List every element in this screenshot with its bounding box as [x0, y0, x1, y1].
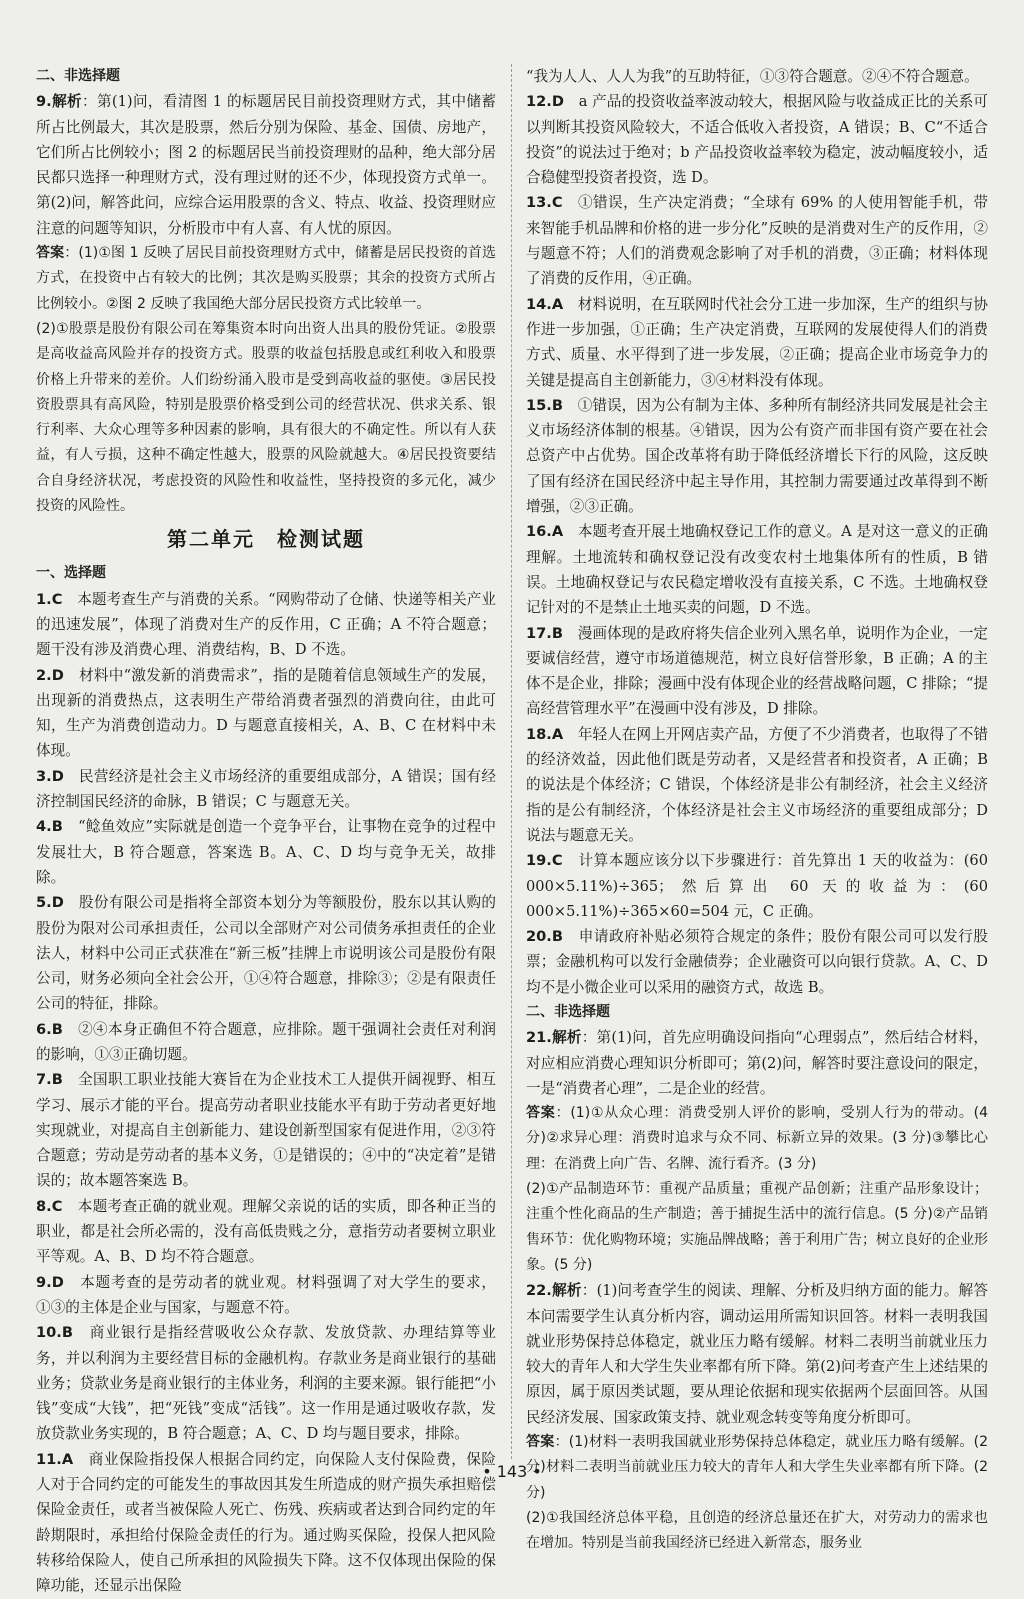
answer-item: 16.A 本题考查开展土地确权登记工作的意义。A 是对这一意义的正确理解。土地流转和确权登记没有改变农村土地集体所有的性质，B 错误。土地确权登记与农民稳定增收没有直接关系，C 不选。土地确权登记针对的不是禁止土地买卖的问题，D 不选。	[526, 523, 988, 617]
question-22: 22.解析：(1)问考查学生的阅读、理解、分析及归纳方面的能力。解答本问需要学生认真分析内容，调动运用所需知识回答。材料一表明我国就业形势保持总体稳定，就业压力略有缓解。材料二表明当前就业压力较大的青年人和大学生失业率都有所下降。第(2)问考查产生上述结果的原因，属于原因类试题，要从理论依据和现实依据两个层面回答。从国民经济发展、国家政策支持、就业观念转变等角度分析即可。	[526, 1282, 988, 1426]
answer-item: 14.A 材料说明，在互联网时代社会分工进一步加深，生产的组织与协作进一步加强，①正确；生产决定消费，互联网的发展使得人们的消费方式、质量、水平得到了进一步发展，②正确；提高企业市场竞争力的关键是提高自主创新能力，③④材料没有体现。	[526, 295, 988, 389]
question-21: 21.解析：第(1)问，首先应明确设问指向“心理弱点”，然后结合材料，对应相应消费心理知识分析即可；第(2)问，解答时要注意设问的限定，一是“消费者心理”，二是企业的经营。	[526, 1029, 988, 1097]
section-heading-choice: 一、选择题	[36, 565, 106, 582]
right-column	[526, 64, 988, 1557]
unit-title: 第二单元 检测试题	[167, 527, 365, 552]
answer-21-part2: (2)①产品制造环节：重视产品质量；重视产品创新；注重产品形象设计；注重个性化商品的生产制造；善于捕捉生活中的流行信息。(5 分)②产品销售环节：优化购物环境；实施品牌战略；善于利用广告；树立良好的企业形象。(5 分)	[526, 1181, 988, 1273]
answer-item: 1.C 本题考查生产与消费的关系。“网购带动了仓储、快递等相关产业的迅速发展”，体现了消费对生产的反作用，C 正确；A 不符合题意；题干没有涉及消费心理、消费结构，B、D 不选。	[36, 590, 496, 659]
answer-21-part1: 答案：(1)①从众心理：消费受别人评价的影响，受别人行为的带动。(4 分)②求异心理：消费时追求与众不同、标新立异的效果。(3 分)③攀比心理：在消费上向广告、名牌、流行看齐。(3 分)	[526, 1105, 989, 1172]
section-heading-nonchoice: 二、非选择题	[36, 68, 120, 84]
left-column	[36, 64, 496, 1599]
answer-item: 4.B “鲶鱼效应”实际就是创造一个竞争平台，让事物在竞争的过程中发展壮大，B 符合题意，答案选 B。A、C、D 均与竞争无关，故排除。	[36, 818, 496, 886]
question-9: 9.解析：第(1)问，看清图 1 的标题居民目前投资理财方式，其中储蓄所占比例最大，其次是股票，然后分别为保险、基金、国债、房地产，它们所占比例较小；图 2 的标题居民当前投资理财的品种，绝大部分居民都只选择一种理财方式，没有理过财的还不少，体现投资方式单一。第(2)问，解答此问，应综合运用股票的含义、特点、收益、投资理财应注意的问题等知识，分析股市中有人喜、有人忧的原因。	[36, 93, 496, 237]
answer-22-part2: (2)①我国经济总体平稳，且创造的经济总量还在扩大，对劳动力的需求也在增加。特别是当前我国经济已经进入新常态，服务业	[526, 1509, 988, 1552]
answer-item: 11.A 商业保险指投保人根据合同约定，向保险人支付保险费，保险人对于合同约定的可能发生的事故因其发生所造成的财产损失承担赔偿保险金责任，或者当被保险人死亡、伤残、疾病或者达到合同约定的年龄期限时，承担给付保险金责任的行为。通过购买保险，投保人把风险转移给保险人，使自己所承担的风险损失下降。这不仅体现出保险的保障功能，还显示出保险	[36, 1450, 496, 1595]
answer-item: 10.B 商业银行是指经营吸收公众存款、发放贷款、办理结算等业务，并以利润为主要经营目标的金融机构。存款业务是商业银行的基础业务；贷款业务是商业银行的主体业务，利润的主要来源。银行能把“小钱”变成“大钱”，把“死钱”变成“活钱”。这一作用是通过吸收存款，发放贷款业务实现的，B 符合题意；A、C、D 均与题目要求，排除。	[36, 1324, 496, 1443]
answer-item: 13.C ①错误，生产决定消费；“全球有 69% 的人使用智能手机，带来智能手机品牌和价格的进一步分化”反映的是消费对生产的反作用，②与题意不符；人们的消费观念影响了对手机的消费，③正确；材料体现了消费的反作用，④正确。	[526, 194, 988, 288]
answer-item: 12.D a 产品的投资收益率波动较大，根据风险与收益成正比的关系可以判断其投资风险较大，不适合低收入者投资，A 错误；B、C“不适合投资”的说法过于绝对；b 产品投资收益率较为稳定，波动幅度较小，适合稳健型投资者投资，选 D。	[526, 93, 988, 187]
answer-item: 9.D 本题考查的是劳动者的就业观。材料强调了对大学生的要求，①③的主体是企业与国家，与题意不符。	[36, 1273, 496, 1316]
answer-item: 2.D 材料中“激发新的消费需求”，指的是随着信息领域生产的发展，出现新的消费热点，这表明生产带给消费者强烈的消费向往，由此可知，生产为消费创造动力。D 与题意直接相关，A、B、C 在材料中未体现。	[36, 666, 496, 760]
page-number: • 143 •	[482, 1462, 542, 1481]
answer-item: 3.D 民营经济是社会主义市场经济的重要组成部分，A 错误；国有经济控制国民经济的命脉，B 错误；C 与题意无关。	[36, 767, 496, 811]
answer-item: 15.B ①错误，因为公有制为主体、多种所有制经济共同发展是社会主义市场经济体制的根基。④错误，因为公有资产而非国有资产要在社会总资产中占优势。国企改革将有助于降低经济增长下行的风险，这反映了国有经济在国民经济中起主导作用，其控制力需要通过改革得到不断增强，②③正确。	[526, 396, 988, 516]
answer-item: 17.B 漫画体现的是政府将失信企业列入黑名单，说明作为企业，一定要诚信经营，遵守市场道德规范，树立良好信誉形象，B 正确；A 的主体不是企业，排除；漫画中没有体现企业的经营战略问题，C 排除；“提高经营管理水平”在漫画中没有涉及，D 排除。	[526, 624, 988, 718]
answer-22-part1: 答案：(1)材料一表明我国就业形势保持总体稳定，就业压力略有缓解。(2 分)材料二表明当前就业压力较大的青年人和大学生失业率都有所下降。(2 分)	[526, 1434, 989, 1501]
answer-item: 8.C 本题考查正确的就业观。理解父亲说的话的实质，即各种正当的职业，都是社会所必需的，没有高低贵贱之分，意指劳动者要树立职业平等观。A、B、D 均不符合题意。	[36, 1197, 496, 1266]
answer-item: 5.D 股份有限公司是指将全部资本划分为等额股份，股东以其认购的股份为限对公司承担责任，公司以全部财产对公司债务承担责任的企业法人，材料中公司正式获准在“新三板”挂牌上市说明该公司是股份有限公司，财务必须向全社会公开，①④符合题意，排除③；②是有限责任公司的特征，排除。	[36, 894, 496, 1013]
answer-item: 18.A 年轻人在网上开网店卖产品，方便了不少消费者，也取得了不错的经济效益，因此他们既是劳动者，又是经营者和投资者，A 正确；B 的说法是个体经济；C 错误，个体经济是非公有制经济，社会主义经济指的是公有制经济，个体经济是社会主义市场经济的重要组成部分；D 说法与题意无关。	[526, 725, 988, 844]
column-divider	[511, 64, 512, 1459]
section-heading-nonchoice-2: 二、非选择题	[526, 1003, 610, 1020]
continued-text: “我为人人、人人为我”的互助特征，①③符合题意。②④不符合题意。	[526, 68, 979, 85]
answer-item: 7.B 全国职工职业技能大赛旨在为企业技术工人提供开阔视野、相互学习、展示才能的平台。提高劳动者职业技能水平有助于劳动者更好地实现就业，对提高自主创新能力、建设创新型国家有促进作用，②③符合题意；劳动是劳动者的基本义务，①是错误的；④中的“决定着”是错误的；故本题答案选 B。	[36, 1071, 496, 1190]
answer-item: 20.B 申请政府补贴必须符合规定的条件；股份有限公司可以发行股票；金融机构可以发行金融债券；企业融资可以向银行贷款。A、C、D 均不是小微企业可以采用的融资方式，故选 B。	[526, 928, 988, 996]
answer-9-part1: 答案：(1)①图 1 反映了居民目前投资理财方式中，储蓄是居民投资的首选方式，在投资中占有较大的比例；其次是购买股票；其余的投资方式所占比例较小。②图 2 反映了我国绝大部分居民投资方式比较单一。	[36, 245, 496, 312]
answer-item: 6.B ②④本身正确但不符合题意，应排除。题干强调社会责任对利润的影响，①③正确切题。	[36, 1020, 496, 1063]
answer-item: 19.C 计算本题应该分以下步骤进行：首先算出 1 天的收益为：(60 000×5.11%)÷365；然后算出 60 天的收益为：(60 000×5.11%)÷365×60=504 元，C 正确。	[526, 852, 988, 920]
answer-9-part2: (2)①股票是股份有限公司在筹集资本时向出资人出具的股份凭证。②股票是高收益高风险并存的投资方式。股票的收益包括股息或红利收入和股票价格上升带来的差价。人们纷纷涌入股市是受到高收益的驱使。③居民投资股票具有高风险，特别是股票价格受到公司的经营状况、供求关系、银行利率、大众心理等多种因素的影响，具有很大的不确定性。所以有人获益，有人亏损，这种不确定性越大，股票的风险就越大。④居民投资要结合自身经济状况，考虑投资的风险性和收益性，坚持投资的多元化，减少投资的风险性。	[36, 320, 496, 515]
